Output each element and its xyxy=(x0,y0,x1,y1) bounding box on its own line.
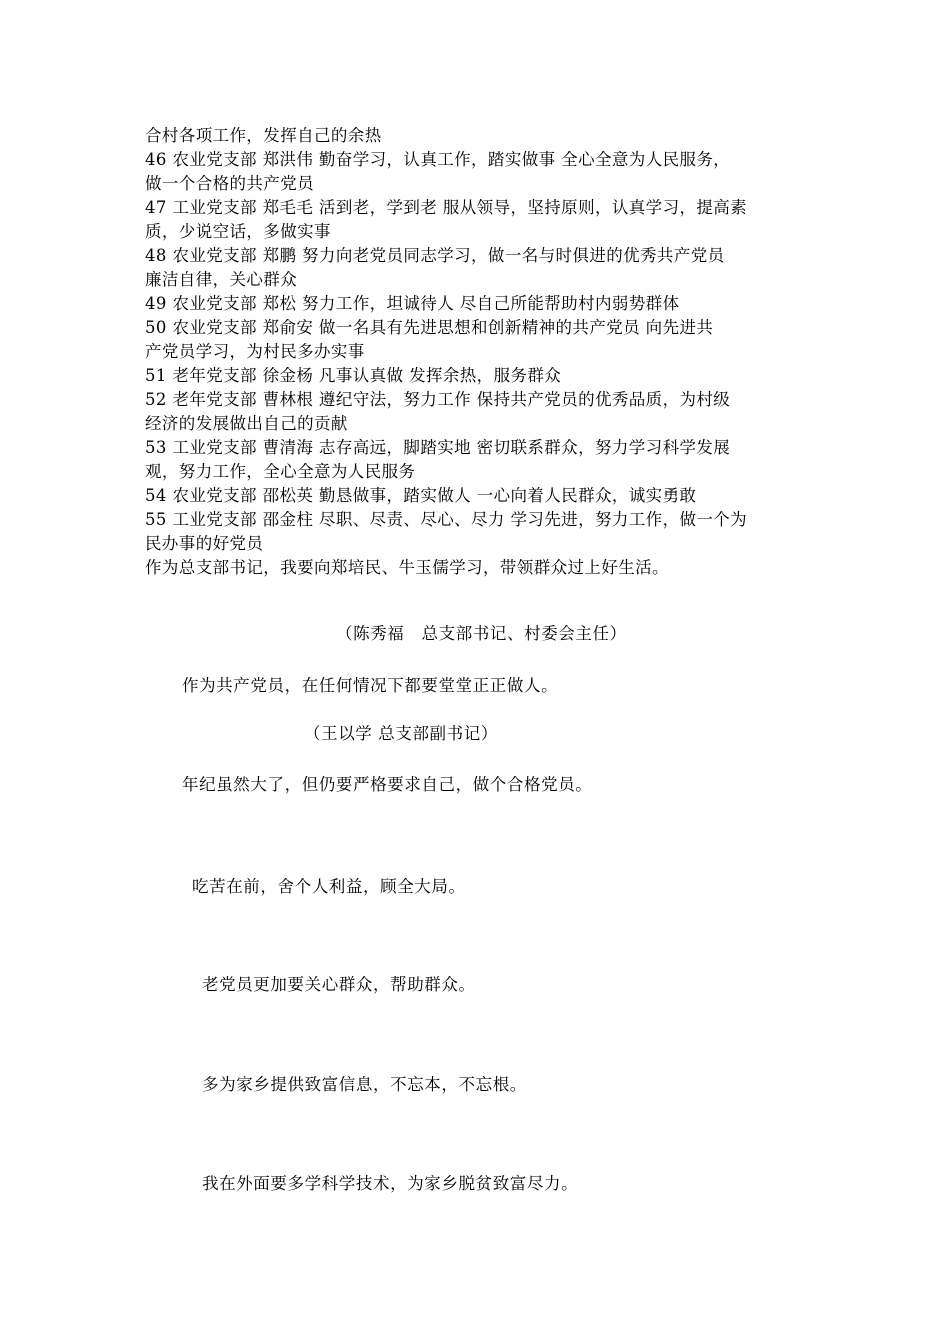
list-line: 产党员学习，为村民多办实事 xyxy=(145,342,365,361)
list-line: 47 工业党支部 郑毛毛 活到老，学到老 服从领导，坚持原则，认真学习，提高素 xyxy=(145,198,748,217)
list-line: 54 农业党支部 邵松英 勤恳做事，踏实做人 一心向着人民群众，诚实勇敢 xyxy=(145,486,697,505)
list-line: 52 老年党支部 曹林根 遵纪守法，努力工作 保持共产党员的优秀品质，为村级 xyxy=(145,390,731,409)
quote-line: 吃苦在前，舍个人利益，顾全大局。 xyxy=(192,877,466,896)
list-line: 质，少说空话，多做实事 xyxy=(145,222,331,241)
list-line: 廉洁自律，关心群众 xyxy=(145,270,298,289)
party-member-list xyxy=(145,124,810,580)
list-line: 经济的发展做出自己的贡献 xyxy=(145,414,348,433)
list-line: 51 老年党支部 徐金杨 凡事认真做 发挥余热，服务群众 xyxy=(145,366,562,385)
list-line: 作为总支部书记，我要向郑培民、牛玉儒学习，带领群众过上好生活。 xyxy=(145,558,669,577)
quote-line: 多为家乡提供致富信息，不忘本，不忘根。 xyxy=(202,1075,527,1094)
list-line: 48 农业党支部 郑鹏 努力向老党员同志学习，做一名与时俱进的优秀共产党员 xyxy=(145,246,725,265)
quote-line: 作为共产党员，在任何情况下都要堂堂正正做人。 xyxy=(182,676,559,695)
list-line: 55 工业党支部 邵金柱 尽职、尽责、尽心、尽力 学习先进，努力工作，做一个为 xyxy=(145,510,748,529)
list-line: 做一个合格的共产党员 xyxy=(145,174,314,193)
quote-line: 老党员更加要关心群众，帮助群众。 xyxy=(202,975,476,994)
attribution-wang: （王以学 总支部副书记） xyxy=(304,724,498,743)
list-line: 合村各项工作，发挥自己的余热 xyxy=(145,126,382,145)
list-line: 49 农业党支部 郑松 努力工作，坦诚待人 尽自己所能帮助村内弱势群体 xyxy=(145,294,680,313)
list-line: 民办事的好党员 xyxy=(145,534,264,553)
list-line: 观，努力工作，全心全意为人民服务 xyxy=(145,462,416,481)
quote-line: 年纪虽然大了，但仍要严格要求自己，做个合格党员。 xyxy=(182,775,593,794)
list-line: 53 工业党支部 曹清海 志存高远，脚踏实地 密切联系群众，努力学习科学发展 xyxy=(145,438,731,457)
list-line: 46 农业党支部 郑洪伟 勤奋学习，认真工作，踏实做事 全心全意为人民服务， xyxy=(145,150,731,169)
quote-line: 我在外面要多学科学技术，为家乡脱贫致富尽力。 xyxy=(202,1174,579,1193)
list-line: 50 农业党支部 郑俞安 做一名具有先进思想和创新精神的共产党员 向先进共 xyxy=(145,318,714,337)
attribution-chen: （陈秀福 总支部书记、村委会主任） xyxy=(336,624,627,643)
